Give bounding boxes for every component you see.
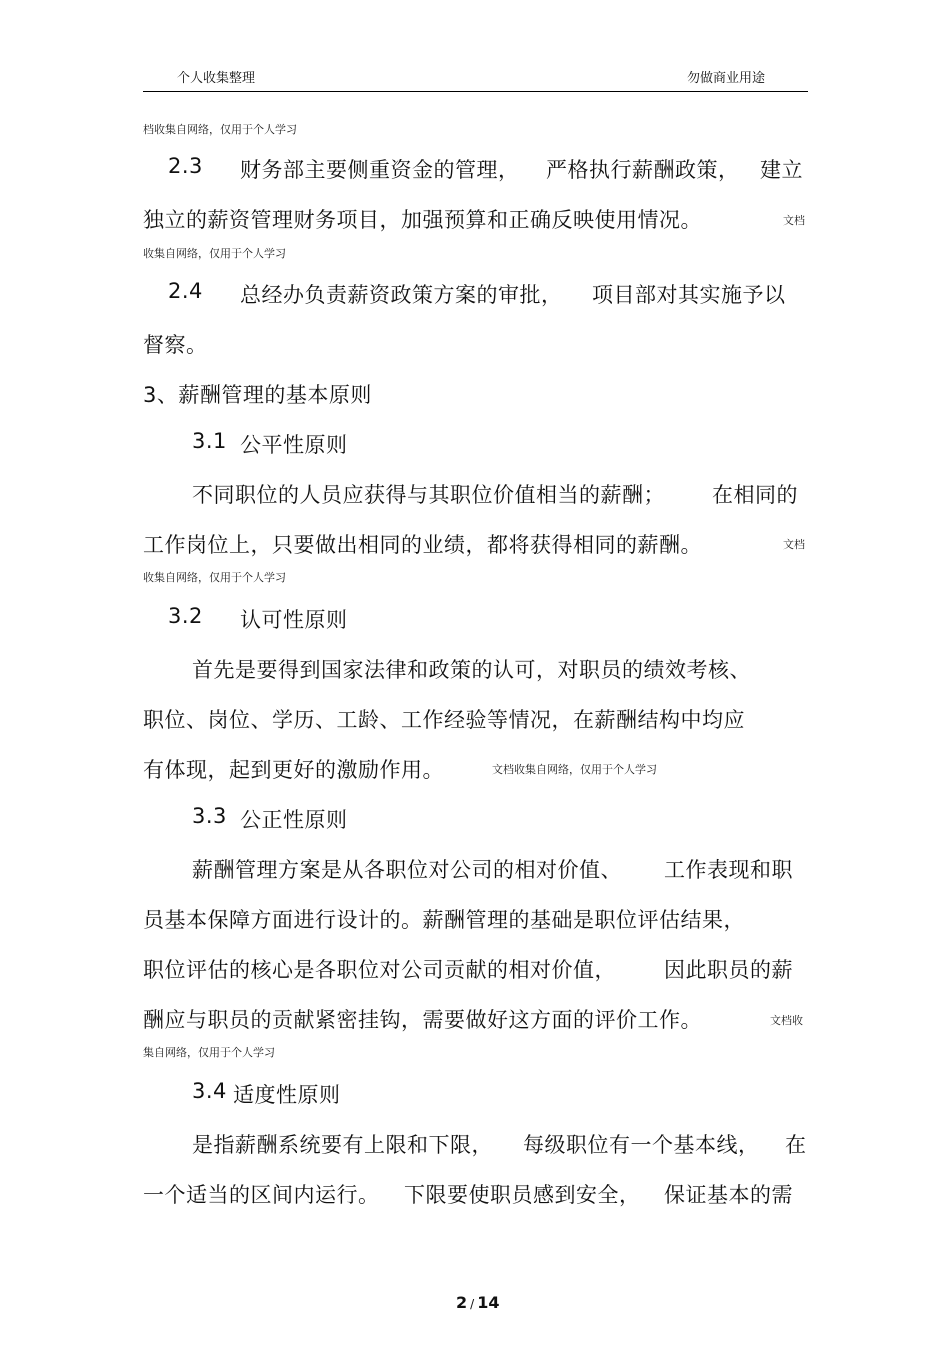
page-number (456, 1293, 499, 1312)
paragraph-text: 建立 (760, 158, 803, 182)
source-note: 档收集自网络，仅用于个人学习 (143, 123, 297, 136)
page-separator: / (470, 1297, 475, 1311)
paragraph-text: 工作岗位上，只要做出相同的业绩，都将获得相同的薪酬。 (143, 533, 702, 557)
paragraph-text: 一个适当的区间内运行。 (143, 1183, 380, 1207)
subsection-title: 公平性原则 (240, 433, 348, 457)
paragraph-text: 职位评估的核心是各职位对公司贡献的相对价值， (143, 958, 616, 982)
subsection-title: 公正性原则 (240, 808, 348, 832)
paragraph-text: 每级职位有一个基本线， (523, 1133, 760, 1157)
header-left: 个人收集整理 (177, 71, 256, 86)
header-divider (143, 91, 808, 92)
paragraph-text: 职位、岗位、学历、工龄、工作经验等情况，在薪酬结构中均应 (143, 708, 745, 732)
header-right: 勿做商业用途 (687, 71, 766, 86)
paragraph-text: 薪酬管理方案是从各职位对公司的相对价值、 (192, 858, 622, 882)
subsection-title: 认可性原则 (240, 608, 348, 632)
paragraph-text: 是指薪酬系统要有上限和下限， (192, 1133, 493, 1157)
total-pages: 14 (477, 1293, 500, 1312)
paragraph-text: 项目部对其实施予以 (592, 283, 786, 307)
source-note: 收集自网络，仅用于个人学习 (143, 571, 286, 584)
paragraph-text: 在相同的 (712, 483, 798, 507)
source-note: 文档收集自网络，仅用于个人学习 (492, 763, 657, 776)
source-note: 收集自网络，仅用于个人学习 (143, 247, 286, 260)
paragraph-text: 独立的薪资管理财务项目，加强预算和正确反映使用情况。 (143, 208, 702, 232)
source-note: 文档收 (770, 1014, 803, 1027)
paragraph-text: 员基本保障方面进行设计的。薪酬管理的基础是职位评估结果， (143, 908, 745, 932)
paragraph-text: 有体现，起到更好的激励作用。 (143, 758, 444, 782)
paragraph-text: 酬应与职员的贡献紧密挂钩，需要做好这方面的评价工作。 (143, 1008, 702, 1032)
paragraph-text: 在 (785, 1133, 807, 1157)
current-page: 2 (456, 1293, 468, 1312)
source-note: 文档 (783, 214, 805, 227)
subsection-title: 适度性原则 (233, 1083, 341, 1107)
paragraph-text: 不同职位的人员应获得与其职位价值相当的薪酬； (192, 483, 665, 507)
paragraph-text: 因此职员的薪 (664, 958, 793, 982)
paragraph-text: 首先是要得到国家法律和政策的认可，对职员的绩效考核、 (192, 658, 751, 682)
paragraph-text: 工作表现和职 (664, 858, 793, 882)
section-number: 2.4 (168, 279, 203, 303)
paragraph-text: 保证基本的需 (664, 1183, 793, 1207)
section-heading: 3、薪酬管理的基本原则 (143, 383, 372, 407)
paragraph-text: 下限要使职员感到安全， (404, 1183, 641, 1207)
paragraph-text: 财务部主要侧重资金的管理， (240, 158, 520, 182)
source-note: 集自网络，仅用于个人学习 (143, 1046, 275, 1059)
section-number: 3.2 (168, 604, 203, 628)
paragraph-text: 严格执行薪酬政策， (546, 158, 740, 182)
paragraph-text: 督察。 (143, 333, 208, 357)
source-note: 文档 (783, 538, 805, 551)
paragraph-text: 总经办负责薪资政策方案的审批， (240, 283, 563, 307)
section-number: 3.3 (192, 804, 227, 828)
section-number: 3.4 (192, 1079, 227, 1103)
section-number: 2.3 (168, 154, 203, 178)
section-number: 3.1 (192, 429, 227, 453)
